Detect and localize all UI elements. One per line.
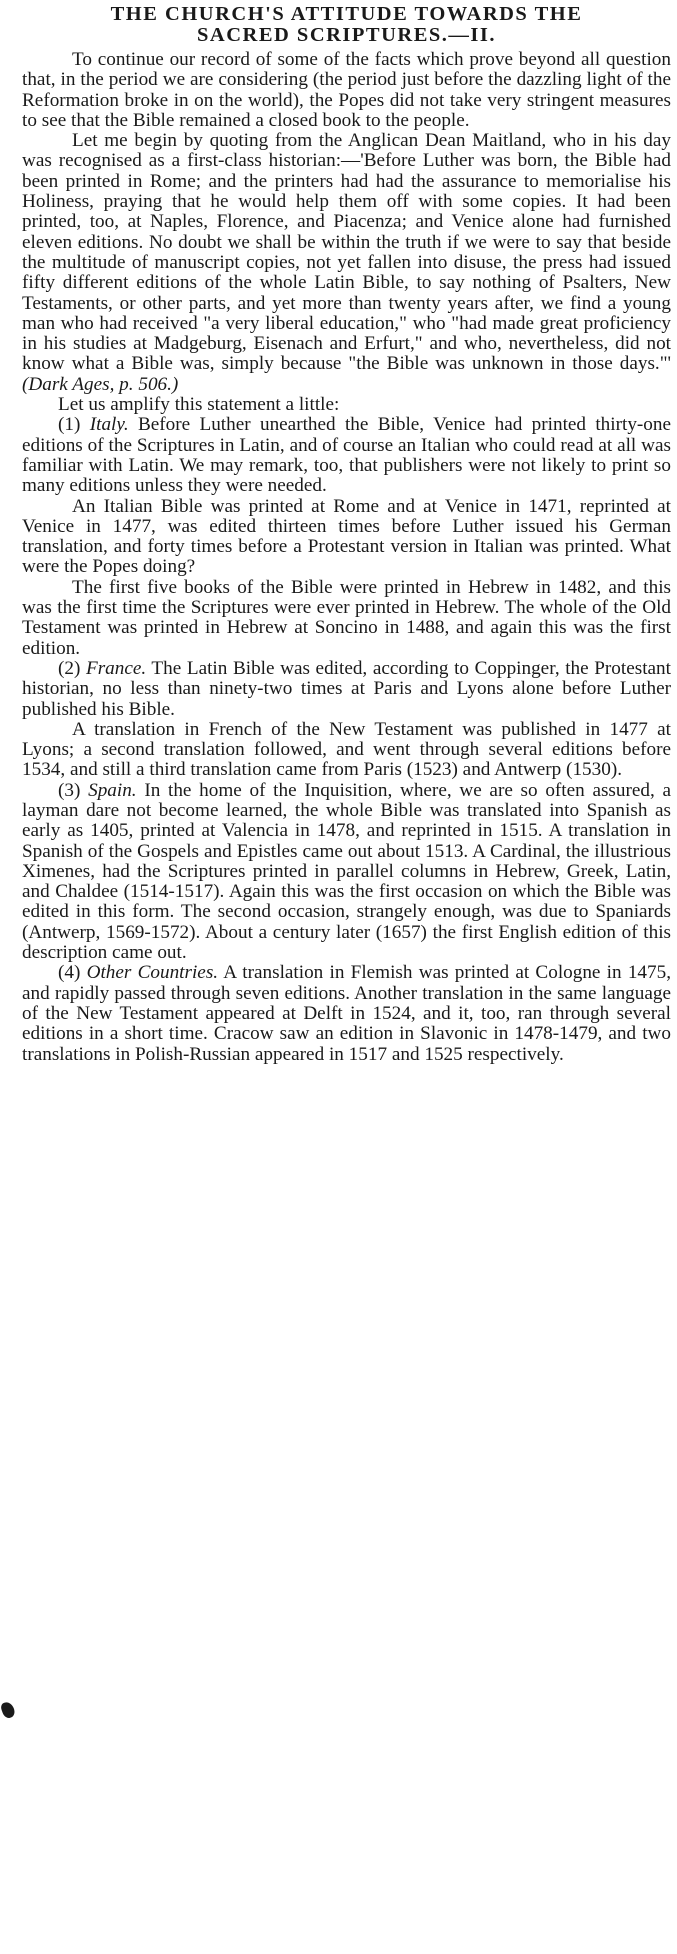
paragraph-italy: (1) Italy. Before Luther unearthed the Bible, Venice had printed thirty-one editions of the Scriptures in Latin, and of course an Italian who could read at all was familiar with Latin. We may remark, too, that publishers were not likely to print so many editions unless they were needed.: [22, 414, 672, 497]
paragraph-other-countries: (4) Other Countries. A translation in Flemish was printed at Cologne in 1475, and rapidly passed through seven editions. Another translation in the same language of the New Testament appeared at Delft in 1524, and it, too, ran through several editions in a short time. Cracow saw an edition in Slavonic in 1478-1479, and two translations in Polish-Russian appeared in 1517 and 1525 respectively.: [22, 962, 671, 1065]
paragraph-spain: (3) Spain. In the home of the Inquisition, where, we are so often assured, a layman dare not become learned, the whole Bible was translated into Spanish as early as 1405, printed at Valencia in 1478, and reprinted in 1515. A translation in Spanish of the Gospels and Epistles came out about 1513. A Cardinal, the illustrious Ximenes, had the Scriptures printed in parallel columns in Hebrew, Greek, Latin, and Chaldee (1514-1517). Again this was the first occasion on which the Bible was edited in this form. The second occasion, strangely enough, was due to Spaniards (Antwerp, 1569-1572). About a century later (1657) the first English edition of this description came out.: [22, 779, 672, 964]
section-heading-italy: Italy.: [89, 414, 129, 436]
section-heading-other-countries: Other Countries.: [86, 962, 219, 984]
paragraph-france: (2) France. The Latin Bible was edited, according to Coppinger, the Protestant historian, no less than ninety-two times at Paris and Lyons alone before Luther published his Bible.: [22, 657, 671, 720]
title-line-1: THE CHURCH'S ATTITUDE TOWARDS THE: [110, 3, 583, 25]
paragraph-intro: To continue our record of some of the facts which prove beyond all question that, in the period we are considering (the period just before the dazzling light of the Reformation broke in on the world), the Popes did not take very stringent measures to see that the Bible remained a closed book to the people.: [22, 49, 671, 131]
section-heading-france: France.: [85, 657, 147, 679]
article-title: [22, 4, 671, 46]
citation: (Dark Ages, p. 506.): [22, 373, 179, 395]
paragraph-amplify: Let us amplify this statement a little:: [58, 394, 340, 416]
paragraph-hebrew: The first five books of the Bible were printed in Hebrew in 1482, and this was the first time the Scriptures were ever printed in Hebrew. The whole of the Old Testament was printed in Hebrew at Soncino in 1488, and again this was the first edition.: [22, 576, 671, 659]
paragraph-maitland-quote: Let me begin by quoting from the Anglican Dean Maitland, who in his day was recognised as a first-class historian:—'Before Luther was born, the Bible had been printed in Rome; and the printers had had the assurance to memorialise his Holiness, praying that he would help them off with some copies. It had been printed, too, at Naples, Florence, and Piacenza; and Venice alone had furnished eleven editions. No doubt we shall be within the truth if we were to say that beside the multitude of manuscript copies, not yet fallen into disuse, the press had issued fifty different editions of the whole Latin Bible, to say nothing of Psalters, New Testaments, or other parts, and yet more than twenty years after, we find a young man who had received "a very liberal education," who "had made great proficiency in his studies at Madgeburg, Eisenach and Erfurt," and who, nevertheless, did not know what a Bible was, simply because "the Bible was unknown in those days."' (Dark Ages, p. 506.): [22, 130, 671, 395]
paragraph-italian-bible: An Italian Bible was printed at Rome and at Venice in 1471, reprinted at Venice in 1477, was edited thirteen times before Luther issued his German translation, and forty times before a Protestant version in Italian was printed. What were the Popes doing?: [22, 495, 671, 578]
title-line-2: SACRED SCRIPTURES.—II.: [197, 24, 496, 46]
section-heading-spain: Spain.: [88, 779, 137, 801]
paragraph-french-translation: A translation in French of the New Testament was published in 1477 at Lyons; a second translation followed, and went through several editions before 1534, and still a third translation came from Paris (1523) and Antwerp (1530).: [22, 718, 671, 781]
ink-blot: [0, 1700, 16, 1719]
